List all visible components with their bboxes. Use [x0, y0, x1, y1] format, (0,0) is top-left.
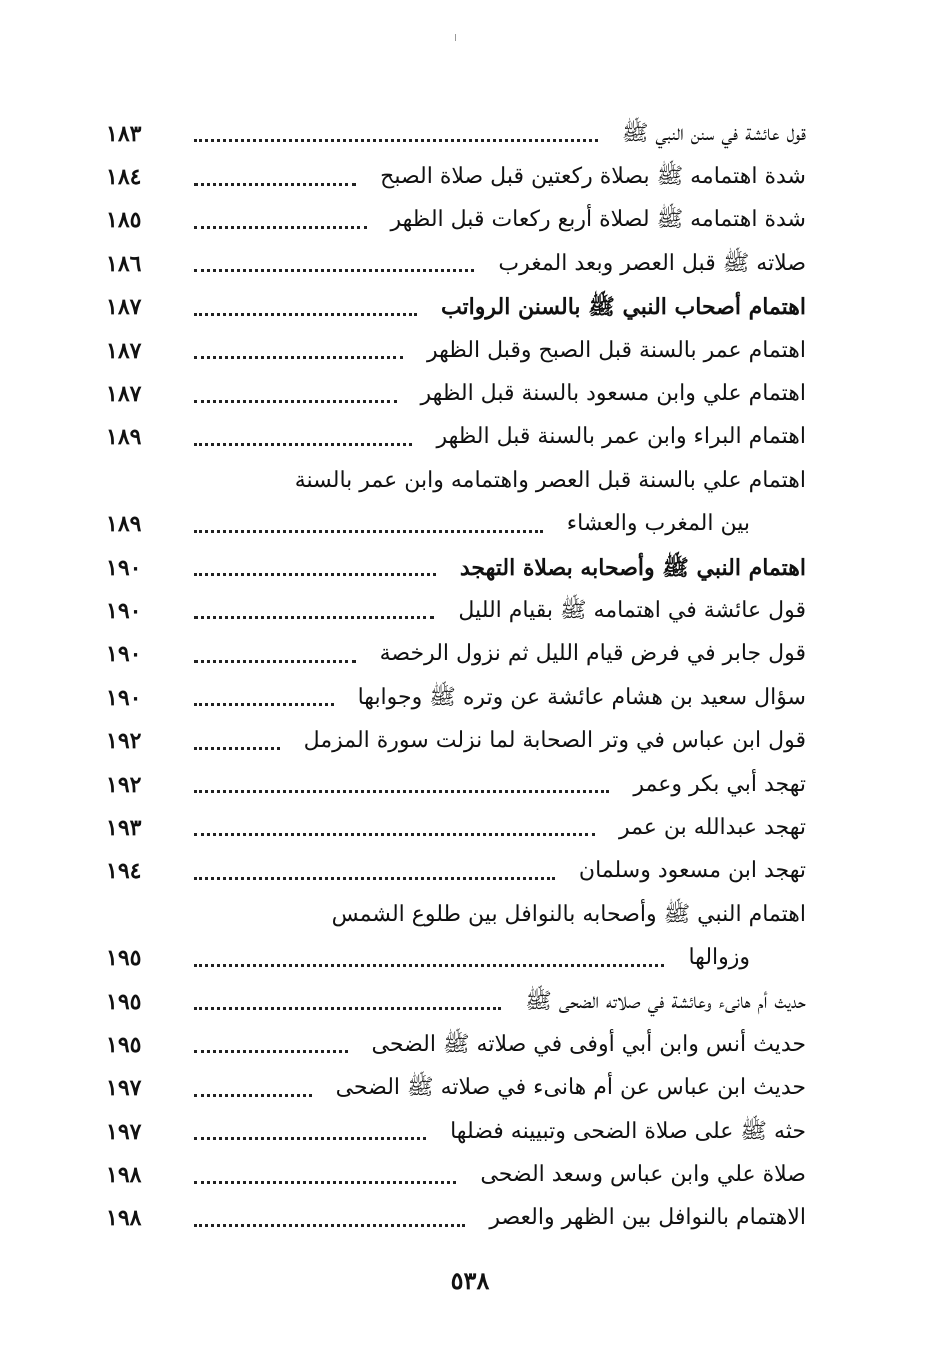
- dot-leader: [194, 269, 474, 272]
- toc-entry-title: قول عائشة في اهتمامه ﷺ بقيام الليل: [458, 597, 806, 623]
- dot-leader: [194, 660, 356, 663]
- toc-entry-page-number: ١٨٥: [106, 207, 142, 234]
- toc-entry-page-number: ١٩٠: [106, 684, 142, 711]
- toc-entry-page-number: ١٩٢: [106, 728, 142, 755]
- toc-entry-title: اهتمام عمر بالسنة قبل الصبح وقبل الظهر: [426, 337, 806, 363]
- dot-leader: [194, 313, 417, 316]
- toc-entry: [106, 242, 806, 285]
- dot-leader: [194, 226, 367, 229]
- scan-mark: [455, 34, 456, 41]
- toc-entry-page-number: ١٩٨: [106, 1205, 142, 1232]
- toc-entry: [106, 155, 806, 198]
- toc-entry: [106, 893, 806, 936]
- toc-entry-title: شدة اهتمامه ﷺ بصلاة ركعتين قبل صلاة الصبح: [380, 164, 806, 190]
- dot-leader: [194, 400, 397, 403]
- dot-leader: [194, 356, 403, 359]
- toc-entry: [106, 676, 806, 719]
- dot-leader: [194, 139, 598, 142]
- toc-entry-title: الاهتمام بالنوافل بين الظهر والعصر: [489, 1205, 806, 1231]
- toc-entry-page-number: ١٩٥: [106, 988, 142, 1015]
- toc-entry-page-number: ١٩٣: [106, 814, 142, 841]
- toc-entry-page-number: ١٩٧: [106, 1075, 142, 1102]
- page-number: ٥٣٨: [450, 1266, 490, 1295]
- toc-entry-title: اهتمام النبي ﷺ وأصحابه بالنوافل بين طلوع الشمس: [331, 901, 806, 927]
- dot-leader: [194, 747, 280, 750]
- dot-leader: [194, 1007, 501, 1010]
- toc-entry-page-number: ١٨٤: [106, 164, 142, 191]
- toc-entry: [106, 416, 806, 459]
- toc-entry-title: شدة اهتمامه ﷺ لصلاة أربع ركعات قبل الظهر: [390, 207, 806, 233]
- toc-entry-title: اهتمام النبي ﷺ وأصحابه بصلاة التهجد: [459, 554, 806, 581]
- toc-entry: [106, 1023, 806, 1066]
- toc-entry-page-number: ١٨٧: [106, 381, 142, 408]
- dot-leader: [194, 1181, 456, 1184]
- toc-entry-title: اهتمام علي وابن مسعود بالسنة قبل الظهر: [420, 381, 806, 407]
- toc-entry-page-number: ١٨٩: [106, 424, 142, 451]
- toc-entry-title: تهجد ابن مسعود وسلمان: [578, 858, 806, 884]
- toc-entry-page-number: ١٩٠: [106, 641, 142, 668]
- dot-leader: [194, 790, 609, 793]
- toc-entry-page-number: ١٩٥: [106, 945, 142, 972]
- toc-entry-title: قول ابن عباس في وتر الصحابة لما نزلت سورة المزمل: [303, 728, 806, 754]
- toc-entry-page-number: ١٨٣: [106, 120, 142, 147]
- toc-entry-title: اهتمام البراء وابن عمر بالسنة قبل الظهر: [436, 424, 806, 450]
- dot-leader: [194, 1094, 312, 1097]
- dot-leader: [194, 530, 543, 533]
- dot-leader: [194, 877, 555, 880]
- dot-leader: [194, 1224, 465, 1227]
- toc-entry: [106, 633, 806, 676]
- toc-entry: [106, 589, 806, 632]
- toc-entry: [106, 763, 806, 806]
- toc-entry: [106, 372, 806, 415]
- toc-entry: [106, 1110, 806, 1153]
- toc-entry-title: تهجد أبي بكر وعمر: [633, 771, 806, 797]
- dot-leader: [194, 183, 356, 186]
- toc-entry-page-number: ١٩٤: [106, 858, 142, 885]
- toc-entry: [106, 1153, 806, 1196]
- toc-entry-title: قول جابر في فرض قيام الليل ثم نزول الرخصة: [379, 641, 806, 667]
- toc-entry-page-number: ١٩٠: [106, 554, 142, 581]
- toc-entry-title: صلاته ﷺ قبل العصر وبعد المغرب: [498, 250, 806, 276]
- dot-leader: [194, 833, 595, 836]
- toc-entry-page-number: ١٨٧: [106, 294, 142, 321]
- toc-entry: [106, 329, 806, 372]
- toc-entry-title: سؤال سعيد بن هشام عائشة عن وتره ﷺ وجوابها: [357, 684, 806, 710]
- toc-entry-title: تهجد عبدالله بن عمر: [618, 814, 806, 840]
- dot-leader: [194, 573, 436, 576]
- toc-entry-page-number: ١٨٩: [106, 511, 142, 538]
- dot-leader: [194, 964, 664, 967]
- toc-entry-page-number: ١٩٠: [106, 597, 142, 624]
- toc-entry-title: بين المغرب والعشاء: [566, 511, 750, 537]
- toc-entry: [106, 112, 806, 155]
- dot-leader: [194, 616, 434, 619]
- toc-entry-title: اهتمام علي بالسنة قبل العصر واهتمامه وابن عمر بالسنة: [294, 467, 806, 493]
- toc-entry-title: قول عائشة في سنن النبي ﷺ: [621, 120, 806, 146]
- toc-entry: [106, 286, 806, 329]
- toc-entry-page-number: ١٨٦: [106, 250, 142, 277]
- toc-entry-page-number: ١٩٥: [106, 1031, 142, 1058]
- toc-entry: [106, 546, 806, 589]
- dot-leader: [194, 443, 412, 446]
- toc-entry: [106, 503, 806, 546]
- toc-entry-title: حديث أنس وابن أبي أوفى في صلاته ﷺ الضحى: [371, 1031, 806, 1057]
- toc-entry: [106, 850, 806, 893]
- toc-entry: [106, 1067, 806, 1110]
- toc-entry: [106, 980, 806, 1023]
- toc-entry: [106, 719, 806, 762]
- toc-entry-page-number: ١٩٢: [106, 771, 142, 798]
- toc-entry-page-number: ١٨٧: [106, 337, 142, 364]
- toc-entry: [106, 459, 806, 502]
- toc-entry: [106, 1197, 806, 1240]
- toc-entry-title: حثه ﷺ على صلاة الضحى وتبيينه فضلها: [450, 1118, 806, 1144]
- dot-leader: [194, 703, 334, 706]
- toc-entry-title: وزوالها: [688, 945, 750, 971]
- toc-entry-title: حديث ابن عباس عن أم هانىء في صلاته ﷺ الضحى: [335, 1075, 806, 1101]
- toc-entry-title: حديث أم هانىء وعائشة في صلاته الضحى ﷺ: [525, 988, 806, 1014]
- dot-leader: [194, 1137, 426, 1140]
- toc-entry-page-number: ١٩٧: [106, 1118, 142, 1145]
- toc-entry: [106, 936, 806, 979]
- toc-entry: [106, 806, 806, 849]
- toc-entry-page-number: ١٩٨: [106, 1162, 142, 1189]
- toc-entry-title: صلاة علي وابن عباس وسعد الضحى: [480, 1162, 806, 1188]
- table-of-contents: [106, 112, 806, 1240]
- toc-entry: [106, 199, 806, 242]
- toc-entry-title: اهتمام أصحاب النبي ﷺ بالسنن الرواتب: [440, 294, 806, 321]
- dot-leader: [194, 1050, 348, 1053]
